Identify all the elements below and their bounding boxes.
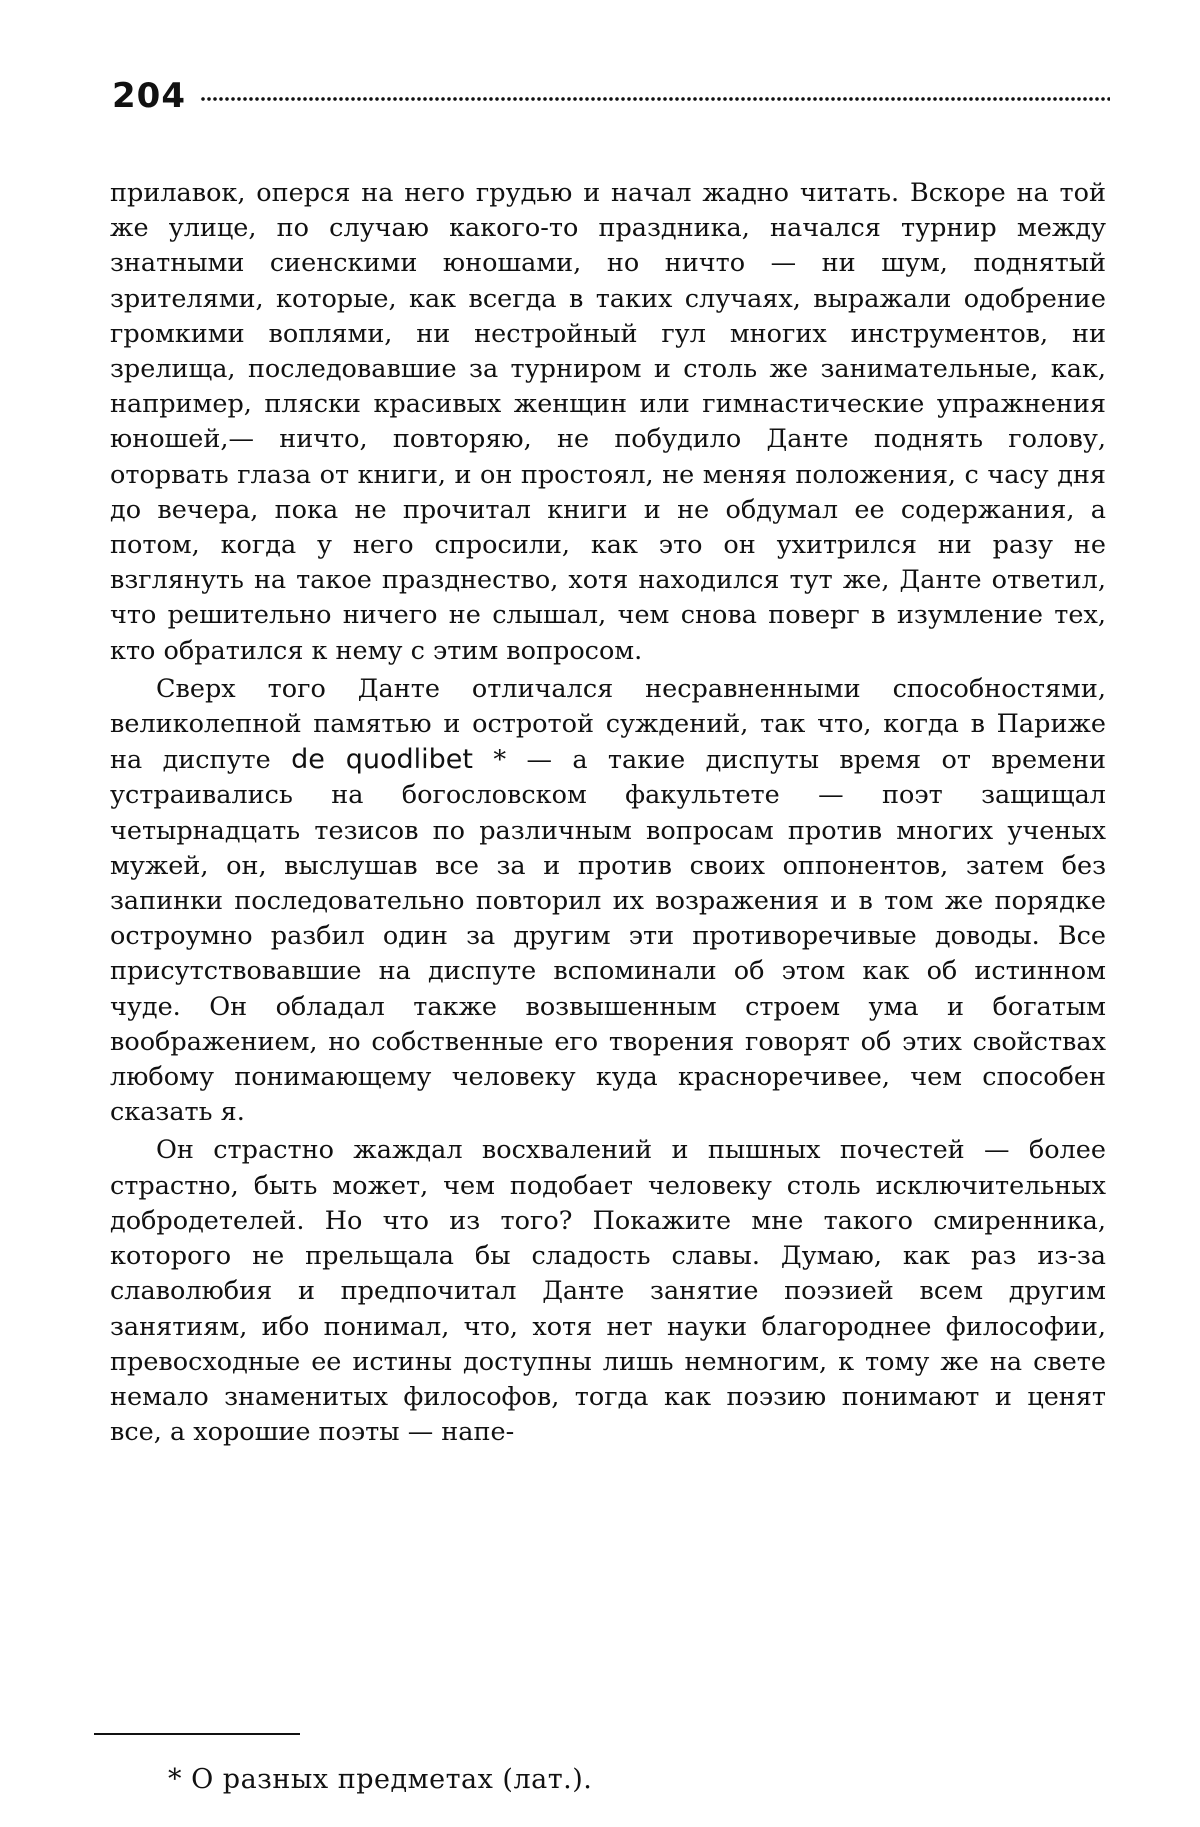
latin-phrase: de quodlibet: [291, 744, 473, 776]
footnote: * О разных предметах (лат.).: [168, 1764, 593, 1795]
header-dotted-rule: [200, 96, 1110, 102]
paragraph-2-start: Сверх того Данте отличался несравненными способностями, великолепной памятью и остротой суждений, так что, когда в Париже на диспуте: [110, 673, 1106, 776]
footnote-separator: [94, 1733, 300, 1735]
paragraph-1: прилавок, оперся на него грудью и начал жадно читать. Вскоре на той же улице, по случаю какого-то праздника, начался турнир между знатными сиенскими юношами, но ничто — ни шум, поднятый зрителями, которые, как всегда в таких случаях, выражали одобрение громкими воплями, ни нестройный гул многих инструментов, ни зрелища, последовавшие за турниром и столь же занимательные, как, например, пляски красивых женщин или гимнастические упражнения юношей,— ничто, повторяю, не побудило Данте поднять голову, оторвать глаза от книги, и он простоял, не меняя положения, с часу дня до вечера, пока не прочитал книги и не обдумал ее содержания, а потом, когда у него спросили, как это он ухитрился ни разу не взглянуть на такое празднество, хотя находился тут же, Данте ответил, что решительно ничего не слышал, чем снова поверг в изумление тех, кто обратился к нему с этим вопросом.: [110, 178, 1106, 666]
page-number: 204: [112, 76, 186, 116]
body-text: [110, 176, 1106, 1450]
paragraph-2: [110, 672, 1106, 1131]
paragraph-3: Он страстно жаждал восхвалений и пышных почестей — более страстно, быть может, чем подобает человеку столь исключительных добродетелей. Но что из того? Покажите мне такого смиренника, которого не прельщала бы сладость славы. Думаю, как раз из-за славолюбия и предпочитал Данте занятие поэзией всем другим занятиям, ибо понимал, что, хотя нет науки благороднее философии, превосходные ее истины доступны лишь немногим, к тому же на свете немало знаменитых философов, тогда как поэзию понимают и ценят все, а хорошие поэты — напе-: [110, 1135, 1106, 1448]
paragraph-2-end: * — а такие диспуты время от времени устраивались на богословском факультете — поэт защищал четырнадцать тезисов по различным вопросам против многих ученых мужей, он, выслушав все за и против своих оппонентов, затем без запинки последовательно повторил их возражения и в том же порядке остроумно разбил один за другим эти противоречивые доводы. Все присутствовавшие на диспуте вспоминали об этом как об истинном чуде. Он обладал также возвышенным строем ума и богатым воображением, но собственные его творения говорят об этих свойствах любому понимающему человеку куда красноречивее, чем способен сказать я.: [110, 745, 1106, 1128]
